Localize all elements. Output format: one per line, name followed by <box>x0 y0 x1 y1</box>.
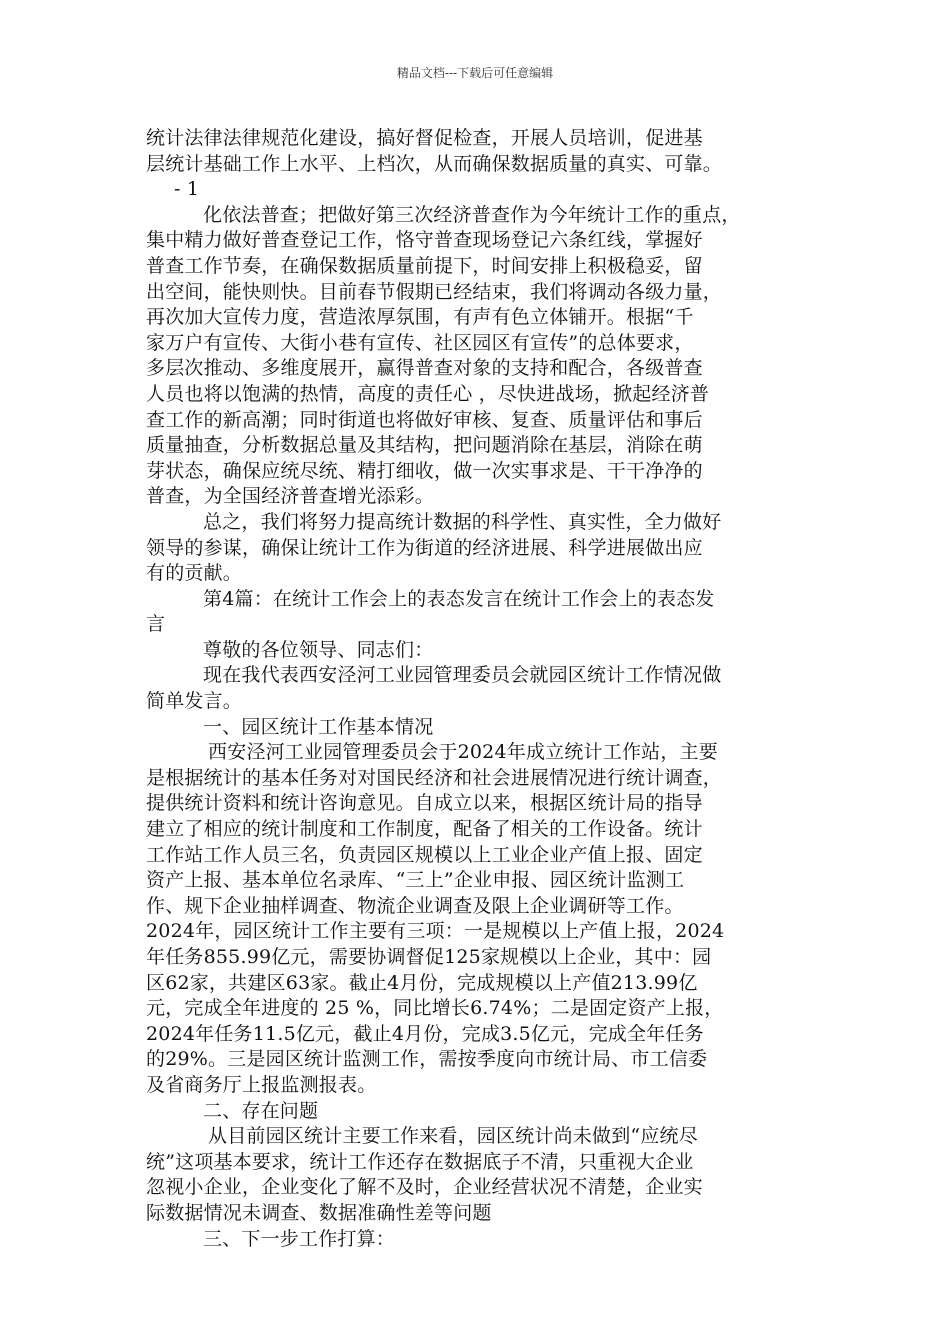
text-line: 2024年，园区统计工作主要有三项：一是规模以上产值上报，2024 <box>146 920 725 943</box>
text-line: 工作站工作人员三名，负责园区规模以上工业企业产值上报、固定 <box>146 843 703 866</box>
text-line: 统计法律法律规范化建设，搞好督促检查，开展人员培训，促进基 <box>146 127 703 149</box>
text-line: 简单发言。 <box>146 690 243 713</box>
text-line: 人员也将以饱满的热情，高度的责任心 ，尽快进战场，掀起经济普 <box>146 382 710 405</box>
text-line: 际数据情况未调查、数据准确性差等问题 <box>146 1201 492 1224</box>
text-line: 再次加大宣传力度，营造浓厚氛围，有声有色立体铺开。根据“千 <box>146 306 694 329</box>
text-line: 建立了相应的统计制度和工作制度，配备了相关的工作设备。统计 <box>146 818 703 841</box>
text-line: 第4篇：在统计工作会上的表态发言在统计工作会上的表态发 <box>203 587 715 610</box>
text-line: 资产上报、基本单位名录库、“三上”企业申报、园区统计监测工 <box>146 869 685 892</box>
text-line: 作、规下企业抽样调查、物流企业调查及限上企业调研等工作。 <box>146 894 684 917</box>
text-line: 年任务855.99亿元，需要协调督促125家规模以上企业，其中：园 <box>146 946 712 968</box>
text-line: 普查工作节奏，在确保数据质量前提下，时间安排上积极稳妥，留 <box>146 254 703 277</box>
text-line: 出空间，能快则快。目前春节假期已经结束，我们将调动各级力量， <box>146 280 723 303</box>
text-line: 的29%。三是园区统计监测工作，需按季度向市统计局、市工信委 <box>146 1048 708 1071</box>
text-line: 三、下一步工作打算： <box>203 1227 396 1250</box>
text-line: 言 <box>146 613 166 636</box>
text-line: 统”这项基本要求，统计工作还存在数据底子不清，只重视大企业 <box>146 1150 694 1173</box>
text-line: 提供统计资料和统计咨询意见。自成立以来，根据区统计局的指导 <box>146 792 703 815</box>
text-line: 芽状态，确保应统尽统、精打细收，做一次实事求是、干干净净的 <box>146 459 703 482</box>
text-line: 区62家，共建区63家。截止4月份，完成规模以上产值213.99亿 <box>146 971 698 994</box>
text-line: 普查，为全国经济普查增光添彩。 <box>146 485 435 508</box>
page-header: 精品文档---下载后可任意编辑 <box>396 66 554 80</box>
text-line: 一、园区统计工作基本情况 <box>203 715 434 738</box>
text-line: 是根据统计的基本任务对对国民经济和社会进展情况进行统计调查， <box>146 766 723 789</box>
text-line: 质量抽查，分析数据总量及其结构，把问题消除在基层，消除在萌 <box>146 434 703 457</box>
text-line: 家万户有宣传、大街小巷有宣传、社区园区有宣传”的总体要求， <box>146 331 694 354</box>
text-line: 从目前园区统计主要工作来看，园区统计尚未做到“应统尽 <box>208 1125 698 1148</box>
text-line: 忽视小企业，企业变化了解不及时，企业经营状况不清楚，企业实 <box>146 1176 703 1199</box>
document-body <box>146 126 816 1252</box>
text-line: 二、存在问题 <box>203 1099 319 1122</box>
text-line: 现在我代表西安泾河工业园管理委员会就园区统计工作情况做 <box>203 664 722 687</box>
text-line: 领导的参谋，确保让统计工作为街道的经济进展、科学进展做出应 <box>146 536 703 559</box>
text-line: 元，完成全年进度的 25 %，同比增长6.74%；二是固定资产上报， <box>146 997 724 1020</box>
text-line: 层统计基础工作上水平、上档次，从而确保数据质量的真实、可靠。 <box>146 152 723 175</box>
text-line: 尊敬的各位领导、同志们： <box>203 638 434 661</box>
page-number: - 1 <box>174 178 200 201</box>
text-line: 有的贡献。 <box>146 562 243 585</box>
text-line: 集中精力做好普查登记工作，恪守普查现场登记六条红线，掌握好 <box>146 229 703 252</box>
text-line: 查工作的新高潮；同时街道也将做好审核、复查、质量评估和事后 <box>146 408 703 431</box>
text-line: 西安泾河工业园管理委员会于2024年成立统计工作站，主要 <box>208 741 718 764</box>
text-line: 总之，我们将努力提高统计数据的科学性、真实性，全力做好 <box>203 510 722 533</box>
text-line: 化依法普查；把做好第三次经济普查作为今年统计工作的重点， <box>203 203 741 226</box>
text-line: 2024年任务11.5亿元，截止4月份，完成3.5亿元，完成全年任务 <box>146 1022 704 1045</box>
text-line: 多层次推动、多维度展开，赢得普查对象的支持和配合，各级普查 <box>146 357 703 380</box>
text-line: 及省商务厅上报监测报表。 <box>146 1073 377 1096</box>
